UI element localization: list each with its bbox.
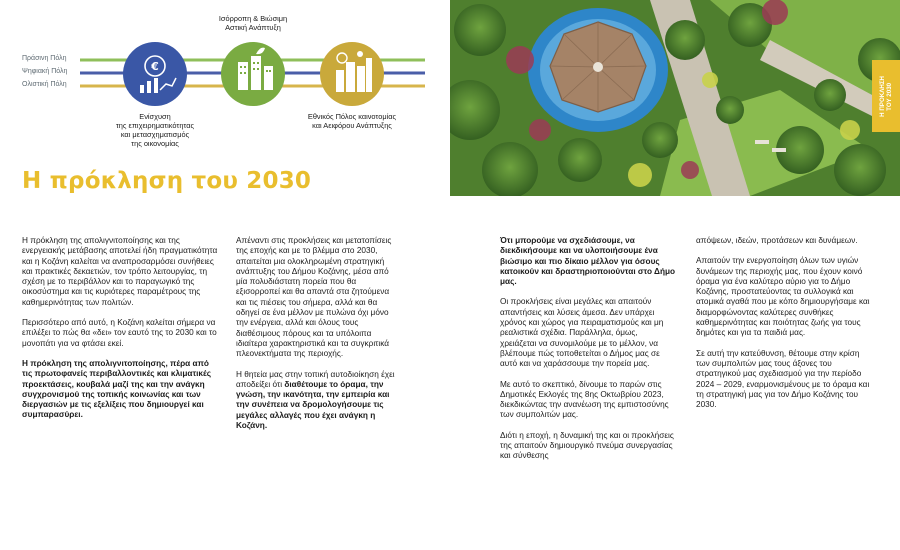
text-column-3 [500, 236, 676, 472]
top-heading: Ισόρροπη & Βιώσιμη Αστική Ανάπτυξη [218, 14, 288, 32]
paragraph: Με αυτό το σκεπτικό, δίνουμε το παρών στις Δημοτικές Εκλογές της 8ης Οκτωβρίου 2023, διεκδικώντας την ανανέωση της εμπιστοσύνης των συμπολιτών μας. [500, 379, 669, 420]
paragraph: Απαιτούν την ενεργοποίηση όλων των υγιών δυνάμεων της περιοχής μας, που έχουν κοινό όραμα για ένα καλύτερο αύριο για το Δήμο Κοζάνης, προστατεύοντας τα συλλογικά και ατομικά αγαθά που με κόπο δημιουργήσαμε και διαμορφώνοντας καλύτερες συνθήκες καθημερινότητας και ποιότητας ζωής για τους δημότες και για τα παιδιά μας. [696, 256, 870, 338]
paragraph: Οι προκλήσεις είναι μεγάλες και απαιτούν απαντήσεις και λύσεις άμεσα. Δεν υπάρχει χρόνος και χώρος για πειραματισμούς και μη ρεαλιστικά σχέδια. Παράλληλα, όμως, χρειάζεται να συνομιλούμε με το μέλλον, να βλέπουμε πώς τοποθετείται ο Δήμος μας σε αυτό και να χαράσσουμε την πορεία μας. [500, 297, 664, 369]
bold-paragraph: Η πρόκληση της απολιγνιτοποίησης, πέρα από τις πρωτοφανείς περιβαλλοντικές και κλιματικές προεκτάσεις, κουβαλά μαζί της και την ανάγκη συγχρονισμού της τοπικής κοινωνίας και των διεργασιών με τις εξελίξεις που δημιουργεί και συμπαρασύρει. [22, 358, 212, 420]
paragraph-intro: Η θητεία μας στην τοπική αυτοδιοίκηση έχει αποδείξει ότι [236, 369, 395, 389]
text-column-4 [696, 236, 872, 420]
paragraph-mixed [236, 370, 402, 432]
node-1-label: Ενίσχυση της επιχειρηματικότητας και μετασχηματισμός της οικονομίας [115, 112, 195, 148]
paragraph: Διότι η εποχή, η δυναμική της και οι προκλήσεις της απαιτούν δημιουργικό πνεύμα συνεργασίας και σύνθεσης [500, 430, 674, 461]
node-3-label: Εθνικός Πόλος καινοτομίας και Αειφόρου Ανάπτυξης [307, 112, 397, 130]
innovation-city-icon [320, 42, 384, 106]
page-title: Η πρόκληση του 2030 [22, 168, 312, 194]
paragraph: Σε αυτή την κατεύθυνση, θέτουμε στην κρίση των συμπολιτών μας τους άξονες του στρατηγικού μας σχεδιασμού για την περίοδο 2024 – 2029, εναρμονισμένους με το όραμα και τη στρατηγική μας για τον Δήμο Κοζάνης του 2030. [696, 348, 870, 410]
text-column-2 [236, 236, 402, 441]
paragraph: Η πρόκληση της απολιγνιτοποίησης και της ενεργειακής μετάβασης αποτελεί ήδη πραγματικότητα και η Κοζάνη καλείται να αναπροσαρμόσει συνήθειες και πρακτικές δεκαετιών, τον τρόπο λειτουργίας, τη σχέση με το περιβάλλον και το παραγωγικό της οικοσύστημα και τις κυριότερες παραμέτρους της καθημερινότητας των πολιτών. [22, 236, 218, 307]
svg-text:€: € [151, 60, 159, 73]
side-tab-label: Η ΠΡΟΚΛΗΣΗ ΤΟΥ 2030 [879, 75, 893, 117]
euro-growth-icon [123, 42, 187, 106]
digital-city-label: Ψηφιακή Πόλη [22, 68, 68, 75]
paragraph: Απέναντι στις προκλήσεις και μετατοπίσεις της εποχής και με το βλέμμα στο 2030, απαιτείται μια ολοκληρωμένη στρατηγική ανάπτυξης του Δήμου Κοζάνης, μέσα από μία πολυδιάστατη πορεία που θα εξισορροπεί και θα απαντά στα ζητούμενα και τις πιέσεις του σήμερα, αλλά και θα οδηγεί σε ένα μέλλον με πυλώνα όχι μόνο την ενέργεια, αλλά και όλους τους διαθέσιμους πόρους και τα υπόλοιπα ιδιαίτερα χαρακτηριστικά και τα συγκριτικά πλεονεκτήματα της περιοχής. [236, 236, 392, 359]
paragraph: Περισσότερο από αυτό, η Κοζάνη καλείται σήμερα να επιλέξει το πώς θα «δει» τον εαυτό της το 2030 και το μονοπάτι για να φτάσει εκεί. [22, 318, 217, 348]
park-aerial-illustration [450, 0, 900, 196]
paragraph: απόψεων, ιδεών, προτάσεων και δυνάμεων. [696, 236, 858, 245]
text-column-1 [22, 236, 218, 431]
paragraph-emphasis: διαθέτουμε το όραμα, την γνώση, την ικανότητα, την εμπειρία και την συνέπεια να δρομολογήσουμε τις μεγάλες αλλαγές που έχει ανάγκη η Κοζάνη. [236, 379, 390, 431]
park-aerial-photo [450, 0, 900, 196]
strategy-diagram [0, 0, 440, 165]
holistic-city-label: Ολιστική Πόλη [22, 81, 67, 88]
green-city-label: Πράσινη Πόλη [22, 55, 67, 62]
section-side-tab [872, 60, 900, 132]
bold-paragraph: Ότι μπορούμε να σχεδιάσουμε, να διεκδικήσουμε και να υλοποιήσουμε ένα βιώσιμο και πιο δίκαιο μέλλον για όσους κατοικούν και δραστηριοποιούνται στο Δήμο μας. [500, 236, 676, 287]
green-buildings-icon [221, 42, 285, 106]
